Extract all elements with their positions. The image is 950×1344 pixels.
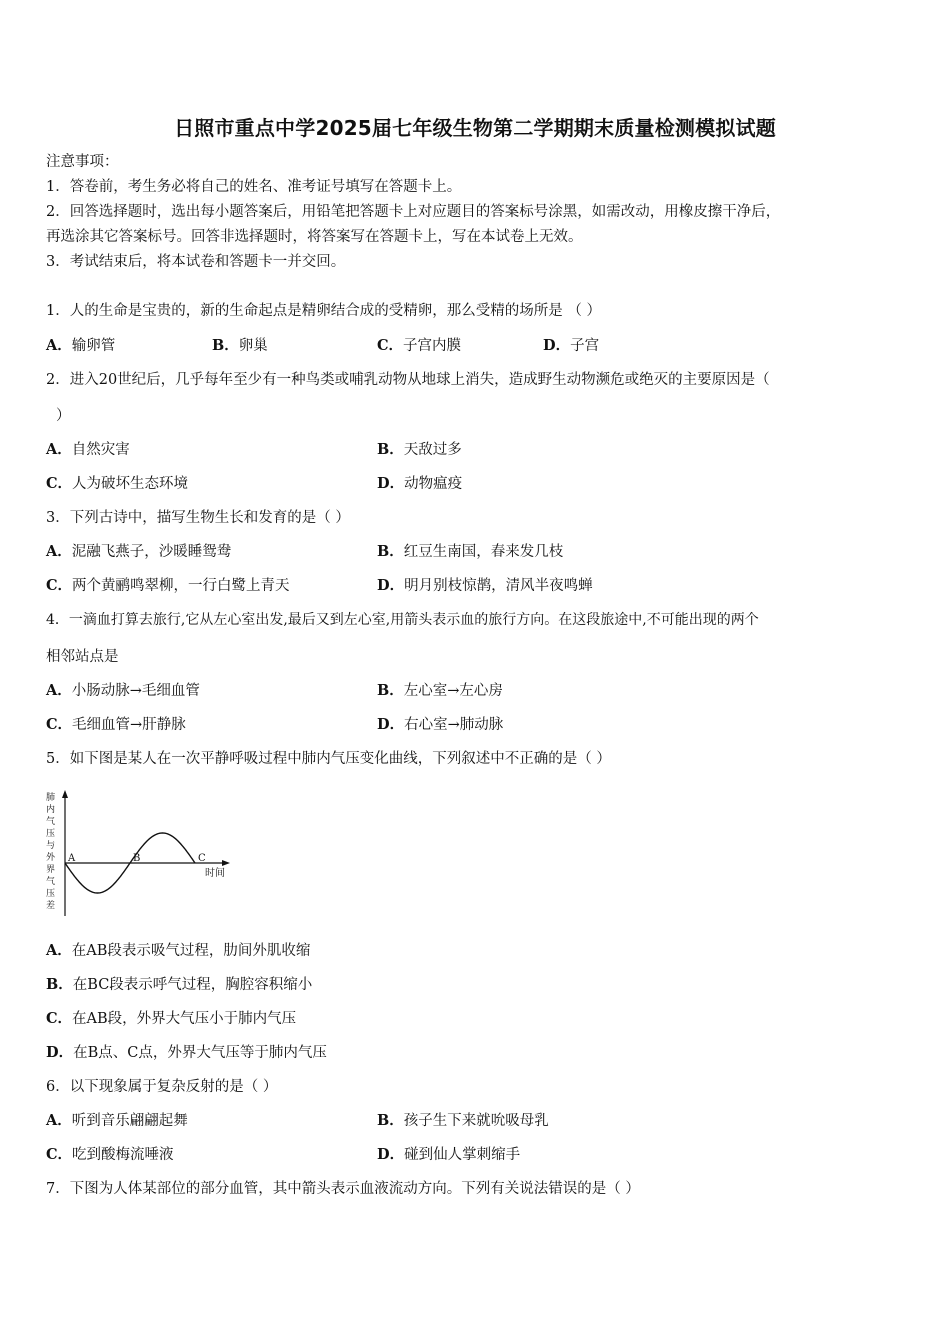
y-axis-label-char: 气 bbox=[46, 817, 56, 827]
question-stem: 4．一滴血打算去旅行,它从左心室出发,最后又到左心室,用箭头表示血的旅行方向。在这段旅途中,不可能出现的两个 bbox=[46, 612, 759, 628]
question-stem: 7．下图为人体某部位的部分血管，其中箭头表示血液流动方向。下列有关说法错误的是（ ） bbox=[46, 1181, 640, 1197]
option-a[interactable]: A．泥融飞燕子，沙暖睡鸳鸯 bbox=[46, 543, 232, 560]
y-axis-label-char: 压 bbox=[46, 829, 56, 839]
option-d[interactable]: D．子宫 bbox=[543, 337, 600, 354]
x-axis-arrow bbox=[222, 860, 230, 866]
option-b[interactable]: B．红豆生南国，春来发几枝 bbox=[377, 543, 564, 560]
option-a[interactable]: A．听到音乐翩翩起舞 bbox=[46, 1112, 188, 1129]
y-axis-label-char: 与 bbox=[46, 841, 56, 851]
option-c[interactable]: C．子宫内膜 bbox=[377, 337, 462, 354]
question-stem-cont: ） bbox=[56, 408, 71, 424]
y-axis-label-char: 界 bbox=[46, 865, 56, 875]
option-d[interactable]: D．碰到仙人掌刺缩手 bbox=[377, 1146, 521, 1163]
option-d[interactable]: D．在B点、C点，外界大气压等于肺内气压 bbox=[46, 1044, 327, 1061]
question-stem: 5．如下图是某人在一次平静呼吸过程中肺内气压变化曲线，下列叙述中不正确的是（ ） bbox=[46, 751, 611, 767]
point-label-c: C bbox=[198, 853, 206, 864]
notice-item: 2．回答选择题时，选出每小题答案后，用铅笔把答题卡上对应题目的答案标号涂黑，如需改动，用橡皮擦干净后， bbox=[46, 204, 781, 220]
question-stem-cont: 相邻站点是 bbox=[46, 649, 119, 665]
option-a[interactable]: A．小肠动脉→毛细血管 bbox=[46, 682, 200, 699]
y-axis-label-char: 外 bbox=[46, 853, 56, 863]
option-b[interactable]: B．左心室→左心房 bbox=[377, 682, 503, 699]
notice-item: 3．考试结束后，将本试卷和答题卡一并交回。 bbox=[46, 254, 346, 270]
y-axis-label-char: 肺 bbox=[46, 793, 56, 803]
option-b[interactable]: B．卵巢 bbox=[212, 337, 268, 354]
y-axis-label-char: 压 bbox=[46, 889, 56, 899]
question-stem: 3．下列古诗中，描写生物生长和发育的是（ ） bbox=[46, 510, 350, 526]
option-c[interactable]: C．在AB段，外界大气压小于肺内气压 bbox=[46, 1010, 297, 1027]
option-b[interactable]: B．天敌过多 bbox=[377, 441, 462, 458]
question-stem: 1．人的生命是宝贵的，新的生命起点是精卵结合成的受精卵，那么受精的场所是 （ ） bbox=[46, 303, 601, 319]
option-c[interactable]: C．毛细血管→肝静脉 bbox=[46, 716, 186, 733]
y-axis-label-char: 气 bbox=[46, 877, 56, 887]
pressure-chart bbox=[40, 786, 240, 921]
x-axis-label: 时间 bbox=[205, 868, 225, 879]
notice-item: 再选涂其它答案标号。回答非选择题时，将答案写在答题卡上，写在本试卷上无效。 bbox=[46, 229, 583, 245]
question-stem: 6．以下现象属于复杂反射的是（ ） bbox=[46, 1079, 278, 1095]
point-label-b: B bbox=[133, 853, 141, 864]
notice-heading: 注意事项： bbox=[46, 154, 119, 170]
option-b[interactable]: B．在BC段表示呼气过程，胸腔容积缩小 bbox=[46, 976, 313, 993]
option-c[interactable]: C．吃到酸梅流唾液 bbox=[46, 1146, 174, 1163]
page-title: 日照市重点中学2025届七年级生物第二学期期末质量检测模拟试题 bbox=[174, 116, 776, 140]
y-axis-label bbox=[46, 791, 56, 911]
option-a[interactable]: A．在AB段表示吸气过程，肋间外肌收缩 bbox=[46, 942, 311, 959]
question-stem: 2．进入20世纪后，几乎每年至少有一种鸟类或哺乳动物从地球上消失，造成野生动物濒危或绝灭的主要原因是（ bbox=[46, 372, 770, 388]
y-axis-arrow bbox=[62, 790, 68, 798]
option-c[interactable]: C．两个黄鹂鸣翠柳，一行白鹭上青天 bbox=[46, 577, 290, 594]
notice-item: 1．答卷前，考生务必将自己的姓名、准考证号填写在答题卡上。 bbox=[46, 179, 462, 195]
point-label-a: A bbox=[68, 853, 76, 864]
y-axis-label-char: 内 bbox=[46, 805, 56, 815]
option-c[interactable]: C．人为破坏生态环境 bbox=[46, 475, 189, 492]
option-a[interactable]: A．自然灾害 bbox=[46, 441, 130, 458]
option-a[interactable]: A．输卵管 bbox=[46, 337, 116, 354]
option-d[interactable]: D．明月别枝惊鹊，清风半夜鸣蝉 bbox=[377, 577, 593, 594]
option-d[interactable]: D．右心室→肺动脉 bbox=[377, 716, 504, 733]
option-d[interactable]: D．动物瘟疫 bbox=[377, 475, 463, 492]
y-axis-label-char: 差 bbox=[46, 901, 56, 911]
option-b[interactable]: B．孩子生下来就吮吸母乳 bbox=[377, 1112, 549, 1129]
